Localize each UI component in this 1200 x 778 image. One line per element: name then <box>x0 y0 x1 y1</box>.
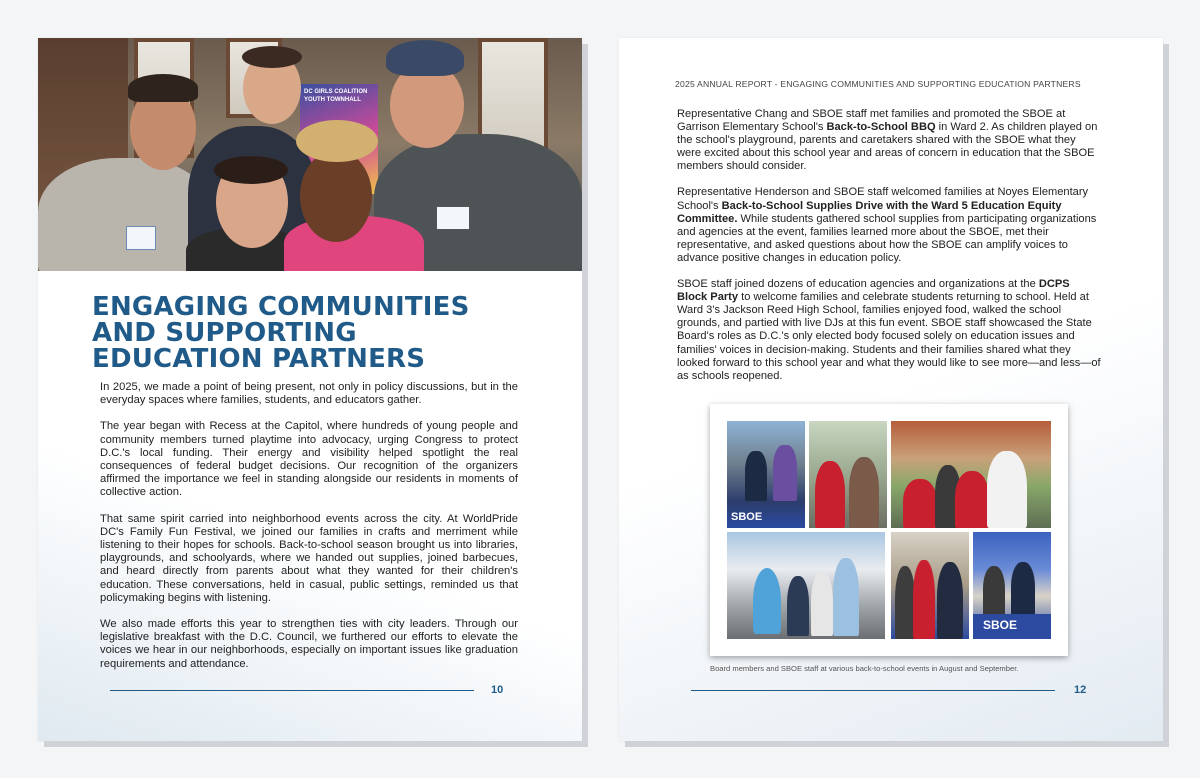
event-photo <box>727 532 885 639</box>
events-body <box>677 108 1101 396</box>
paragraph: In 2025, we made a point of being present, not only in policy discussions, but in the everyday spaces where families, students, and educators gather. <box>100 381 518 407</box>
event-photo <box>891 532 969 639</box>
paragraph: We also made efforts this year to strengthen ties with city leaders. Through our legislative breakfast with the D.C. Council, we furthered our efforts to elevate the voices we hear in our neighborhoods, especially on important issues like graduation requirements and attendance. <box>100 618 518 670</box>
event-photo: SBOE <box>727 421 805 528</box>
left-page <box>38 38 582 741</box>
photo-collage <box>710 404 1068 656</box>
townhall-banner: DC GIRLS COALITION YOUTH TOWNHALL <box>300 84 378 194</box>
page-number: 12 <box>1074 684 1087 696</box>
event-photo <box>891 421 1051 528</box>
footer-rule <box>110 690 474 691</box>
right-page <box>619 38 1163 741</box>
paragraph: Representative Henderson and SBOE staff welcomed families at Noyes Elementary School's Back-to-School Supplies Drive with the Ward 5 Education Equity Committee. While students gathered school supplies from participating organizations and agencies at the event, families learned more about the SBOE, met their representative, and asked questions about how the SBOE can amplify voices to advance positive changes in education policy. <box>677 186 1097 264</box>
footer-rule <box>691 690 1055 691</box>
paragraph: That same spirit carried into neighborhood events across the city. At WorldPride DC's Family Fun Festival, we joined our families in crafts and merriment while listening to their hopes for schools. Back-to-school season brought us into libraries, playgrounds, and schoolyards, where we handed out supplies, joined barbecues, and heard directly from parents about what they wanted for their children's education. These conversations, held in casual, public settings, reminded us that policymaking begins with listening. <box>100 512 518 604</box>
running-head: 2025 ANNUAL REPORT - ENGAGING COMMUNITIES AND SUPPORTING EDUCATION PARTNERS <box>675 79 1081 89</box>
page-number: 10 <box>491 684 504 696</box>
section-title: ENGAGING COMMUNITIES AND SUPPORTING EDUCATION PARTNERS <box>92 292 470 374</box>
paragraph: Representative Chang and SBOE staff met families and promoted the SBOE at Garrison Elementary School's Back-to-School BBQ in Ward 2. As children played on the school's playground, parents and caretakers shared with the SBOE what they were excited about this school year and areas of concern in education that the SBOE members should consider. <box>677 108 1098 173</box>
photo-caption: Board members and SBOE staff at various back-to-school events in August and September. <box>710 664 1019 673</box>
event-photo <box>809 421 887 528</box>
event-photo: SBOE <box>973 532 1051 639</box>
intro-body <box>100 381 518 684</box>
group-photo <box>38 38 582 271</box>
paragraph: The year began with Recess at the Capitol, where hundreds of young people and community members turned playtime into advocacy, urging Congress to protect D.C.'s local funding. Their energy and visibility helped spotlight the real consequences of federal budget decisions. Our recognition of the organizers affirmed the importance we feel in standing alongside our residents in moments of collective action. <box>100 420 518 499</box>
paragraph: SBOE staff joined dozens of education agencies and organizations at the DCPS Block Party to welcome families and celebrate students returning to school. Held at Ward 3's Jackson Reed High School, families enjoyed food, walked the school grounds, and partied with live DJs at this fun event. SBOE staff showcased the State Board's roles as D.C.'s only elected body focused solely on education issues and families' voices in decision-making. Students and their families shared what they looked forward to this school year and what they would like to see more—and less—of as schools reopened. <box>677 278 1101 382</box>
